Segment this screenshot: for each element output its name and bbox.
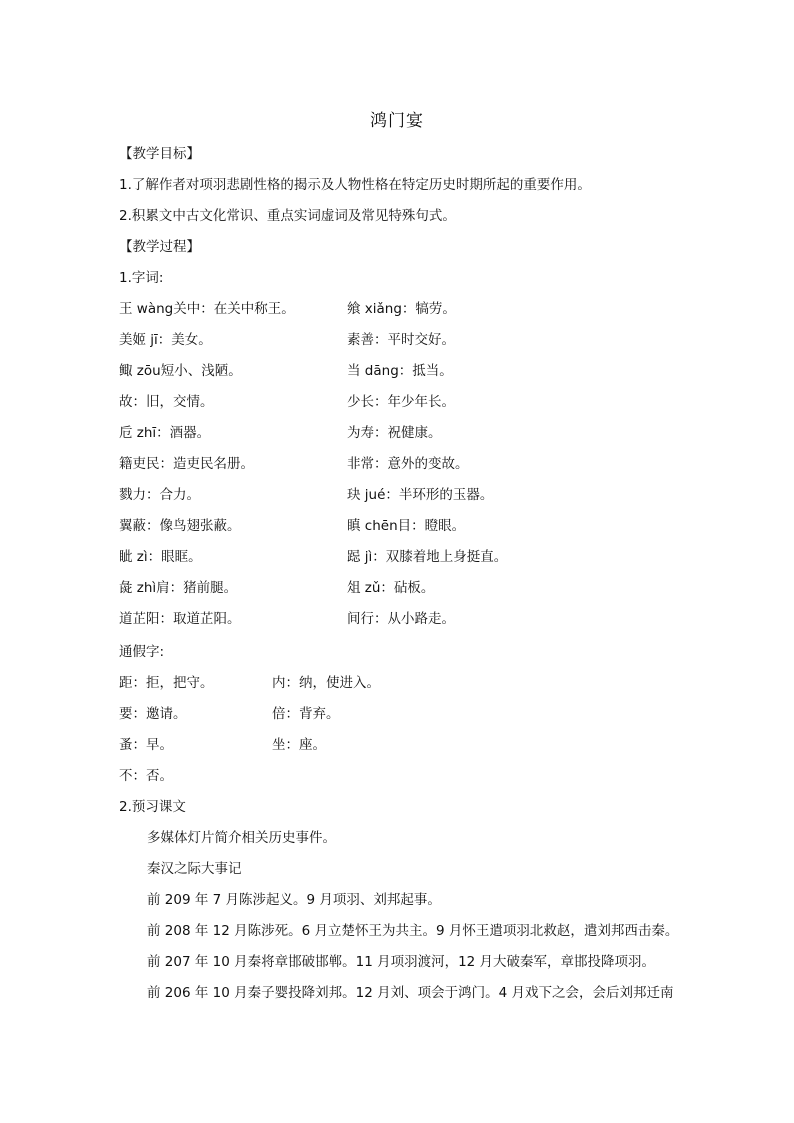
goal-line: 1.了解作者对项羽悲剧性格的揭示及人物性格在特定历史时期所起的重要作用。 (119, 177, 591, 193)
vocab-item: 间行：从小路走。 (347, 611, 455, 627)
goals-heading: 【教学目标】 (119, 146, 200, 162)
vocab-item: 卮 zhī：酒器。 (119, 425, 211, 441)
tongjia-item: 要：邀请。 (119, 706, 187, 722)
vocab-item: 美姬 jī：美女。 (119, 332, 212, 348)
tongjia-item: 内：纳，使进入。 (272, 675, 380, 691)
vocab-item: 当 dāng：抵当。 (347, 363, 453, 379)
vocab-item: 为寿：祝健康。 (347, 425, 442, 441)
tongjia-item: 坐：座。 (272, 737, 326, 753)
vocab-heading: 1.字词: (119, 270, 164, 286)
tongjia-item: 蚤：早。 (119, 737, 173, 753)
vocab-item: 俎 zǔ：砧板。 (347, 580, 435, 596)
vocab-item: 戮力：合力。 (119, 487, 200, 503)
vocab-item: 鲰 zōu短小、浅陋。 (119, 363, 242, 379)
vocab-item: 故：旧，交情。 (119, 394, 214, 410)
vocab-item: 素善：平时交好。 (347, 332, 455, 348)
vocab-item: 籍吏民：造吏民名册。 (119, 456, 254, 472)
vocab-item: 少长：年少年长。 (347, 394, 455, 410)
vocab-item: 飨 xiǎng：犒劳。 (347, 301, 456, 317)
vocab-item: 翼蔽：像鸟翅张蔽。 (119, 518, 241, 534)
tongjia-item: 不：否。 (119, 768, 173, 784)
preview-line: 前 207 年 10 月秦将章邯破邯郸。11 月项羽渡河，12 月大破秦军，章邯投降项羽。 (147, 954, 656, 970)
vocab-item: 道芷阳：取道芷阳。 (119, 611, 241, 627)
process-heading: 【教学过程】 (119, 239, 200, 255)
vocab-item: 瞋 chēn目：瞪眼。 (347, 518, 466, 534)
vocab-item: 眦 zì：眼眶。 (119, 549, 202, 565)
tongjia-item: 距：拒，把守。 (119, 675, 214, 691)
vocab-item: 跽 jì：双膝着地上身挺直。 (347, 549, 508, 565)
preview-heading: 2.预习课文 (119, 799, 186, 815)
preview-line: 多媒体灯片简介相关历史事件。 (147, 830, 336, 846)
preview-line: 前 206 年 10 月秦子婴投降刘邦。12 月刘、项会于鸿门。4 月戏下之会，会后刘邦迁南 (147, 985, 674, 1001)
tongjia-item: 倍：背弃。 (272, 706, 340, 722)
vocab-item: 玦 jué：半环形的玉器。 (347, 487, 494, 503)
preview-line: 前 209 年 7 月陈涉起义。9 月项羽、刘邦起事。 (147, 892, 441, 908)
page-title: 鸿门宴 (370, 111, 424, 131)
preview-line: 前 208 年 12 月陈涉死。6 月立楚怀王为共主。9 月怀王遣项羽北救赵，遣刘邦西击秦。 (147, 923, 679, 939)
preview-line: 秦汉之际大事记 (147, 861, 242, 877)
vocab-item: 彘 zhì肩：猪前腿。 (119, 580, 238, 596)
goal-line: 2.积累文中古文化常识、重点实词虚词及常见特殊句式。 (119, 208, 456, 224)
vocab-item: 非常：意外的变故。 (347, 456, 469, 472)
vocab-item: 王 wàng关中：在关中称王。 (119, 301, 295, 317)
tongjia-heading: 通假字: (119, 644, 165, 660)
